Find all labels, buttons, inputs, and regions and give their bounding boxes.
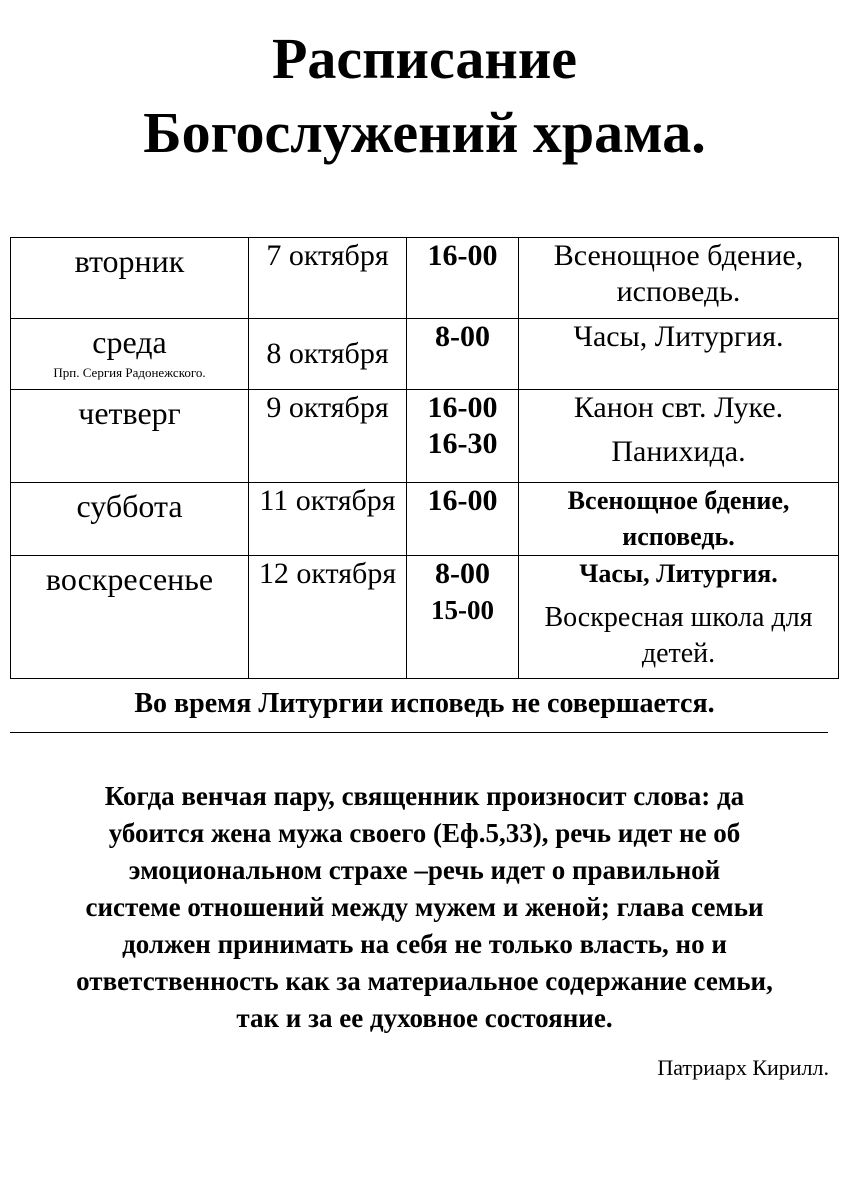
service-cell (519, 238, 839, 319)
day-name: воскресенье (45, 561, 214, 597)
title-line-2: Богослужений храма. (143, 100, 706, 165)
table-row (11, 556, 839, 679)
confession-note: Во время Литургии исповедь не совершается. (134, 688, 715, 719)
day-name: четверг (78, 395, 181, 431)
date-cell (249, 319, 407, 390)
quote-line: системе отношений между мужем и женой; глава семьи (85, 892, 764, 922)
quote-line: Когда венчая пару, священник произносит слова: да (104, 781, 745, 811)
time-value: 16-00 (427, 391, 498, 424)
date-text: 8 октября (266, 337, 389, 370)
table-row (11, 319, 839, 390)
service-text: Канон свт. Луке. (573, 391, 784, 424)
day-name: среда (92, 324, 167, 360)
quote-line: должен принимать на себя не только власть, но и (122, 929, 727, 959)
table-row (11, 483, 839, 556)
day-name: суббота (76, 488, 183, 524)
time-value: 16-00 (427, 239, 498, 272)
day-cell (11, 390, 249, 483)
service-text: Всенощное бдение, исповедь. (553, 239, 804, 308)
time-value: 16-00 (427, 484, 498, 517)
time-cell (407, 238, 519, 319)
time-value: 15-00 (431, 595, 494, 625)
date-cell: 9 октября (249, 390, 407, 483)
table-row (11, 238, 839, 319)
quote-line: эмоциональном страхе –речь идет о правильной (128, 855, 721, 885)
day-cell (11, 319, 249, 390)
date-cell: 12 октября (249, 556, 407, 679)
quote-signature: Патриарх Кирилл. (657, 1055, 829, 1080)
day-cell (11, 238, 249, 319)
service-text: Часы, Литургия. (579, 559, 778, 588)
feast-note: Прп. Сергия Радонежского. (53, 365, 206, 380)
page-title (0, 22, 849, 170)
time-cell (407, 556, 519, 679)
date-cell: 11 октября (249, 483, 407, 556)
time-value: 8-00 (435, 557, 490, 590)
time-cell (407, 319, 519, 390)
service-text: Всенощное бдение, исповедь. (567, 486, 790, 551)
service-text: Часы, Литургия. (573, 320, 784, 353)
date-cell: 7 октября (249, 238, 407, 319)
time-value: 8-00 (435, 320, 490, 353)
service-cell (519, 319, 839, 390)
schedule-table (10, 237, 839, 679)
table-row (11, 390, 839, 483)
time-value: 16-30 (427, 427, 498, 460)
divider (10, 732, 828, 733)
day-cell (11, 556, 249, 679)
service-cell (519, 556, 839, 679)
service-text: Воскресная школа для детей. (544, 602, 813, 669)
service-text: Панихида. (611, 435, 746, 468)
service-cell (519, 483, 839, 556)
title-line-1: Расписание (271, 26, 578, 91)
service-cell (519, 390, 839, 483)
time-cell (407, 483, 519, 556)
quote-line: так и за ее духовное состояние. (236, 1003, 613, 1033)
quote-line: убоится жена мужа своего (Еф.5,33), речь идет не об (108, 818, 741, 848)
time-cell (407, 390, 519, 483)
day-name: вторник (74, 243, 185, 279)
quote-line: ответственность как за материальное содержание семьи, (76, 966, 773, 996)
day-cell (11, 483, 249, 556)
patriarch-quote (10, 778, 839, 1037)
